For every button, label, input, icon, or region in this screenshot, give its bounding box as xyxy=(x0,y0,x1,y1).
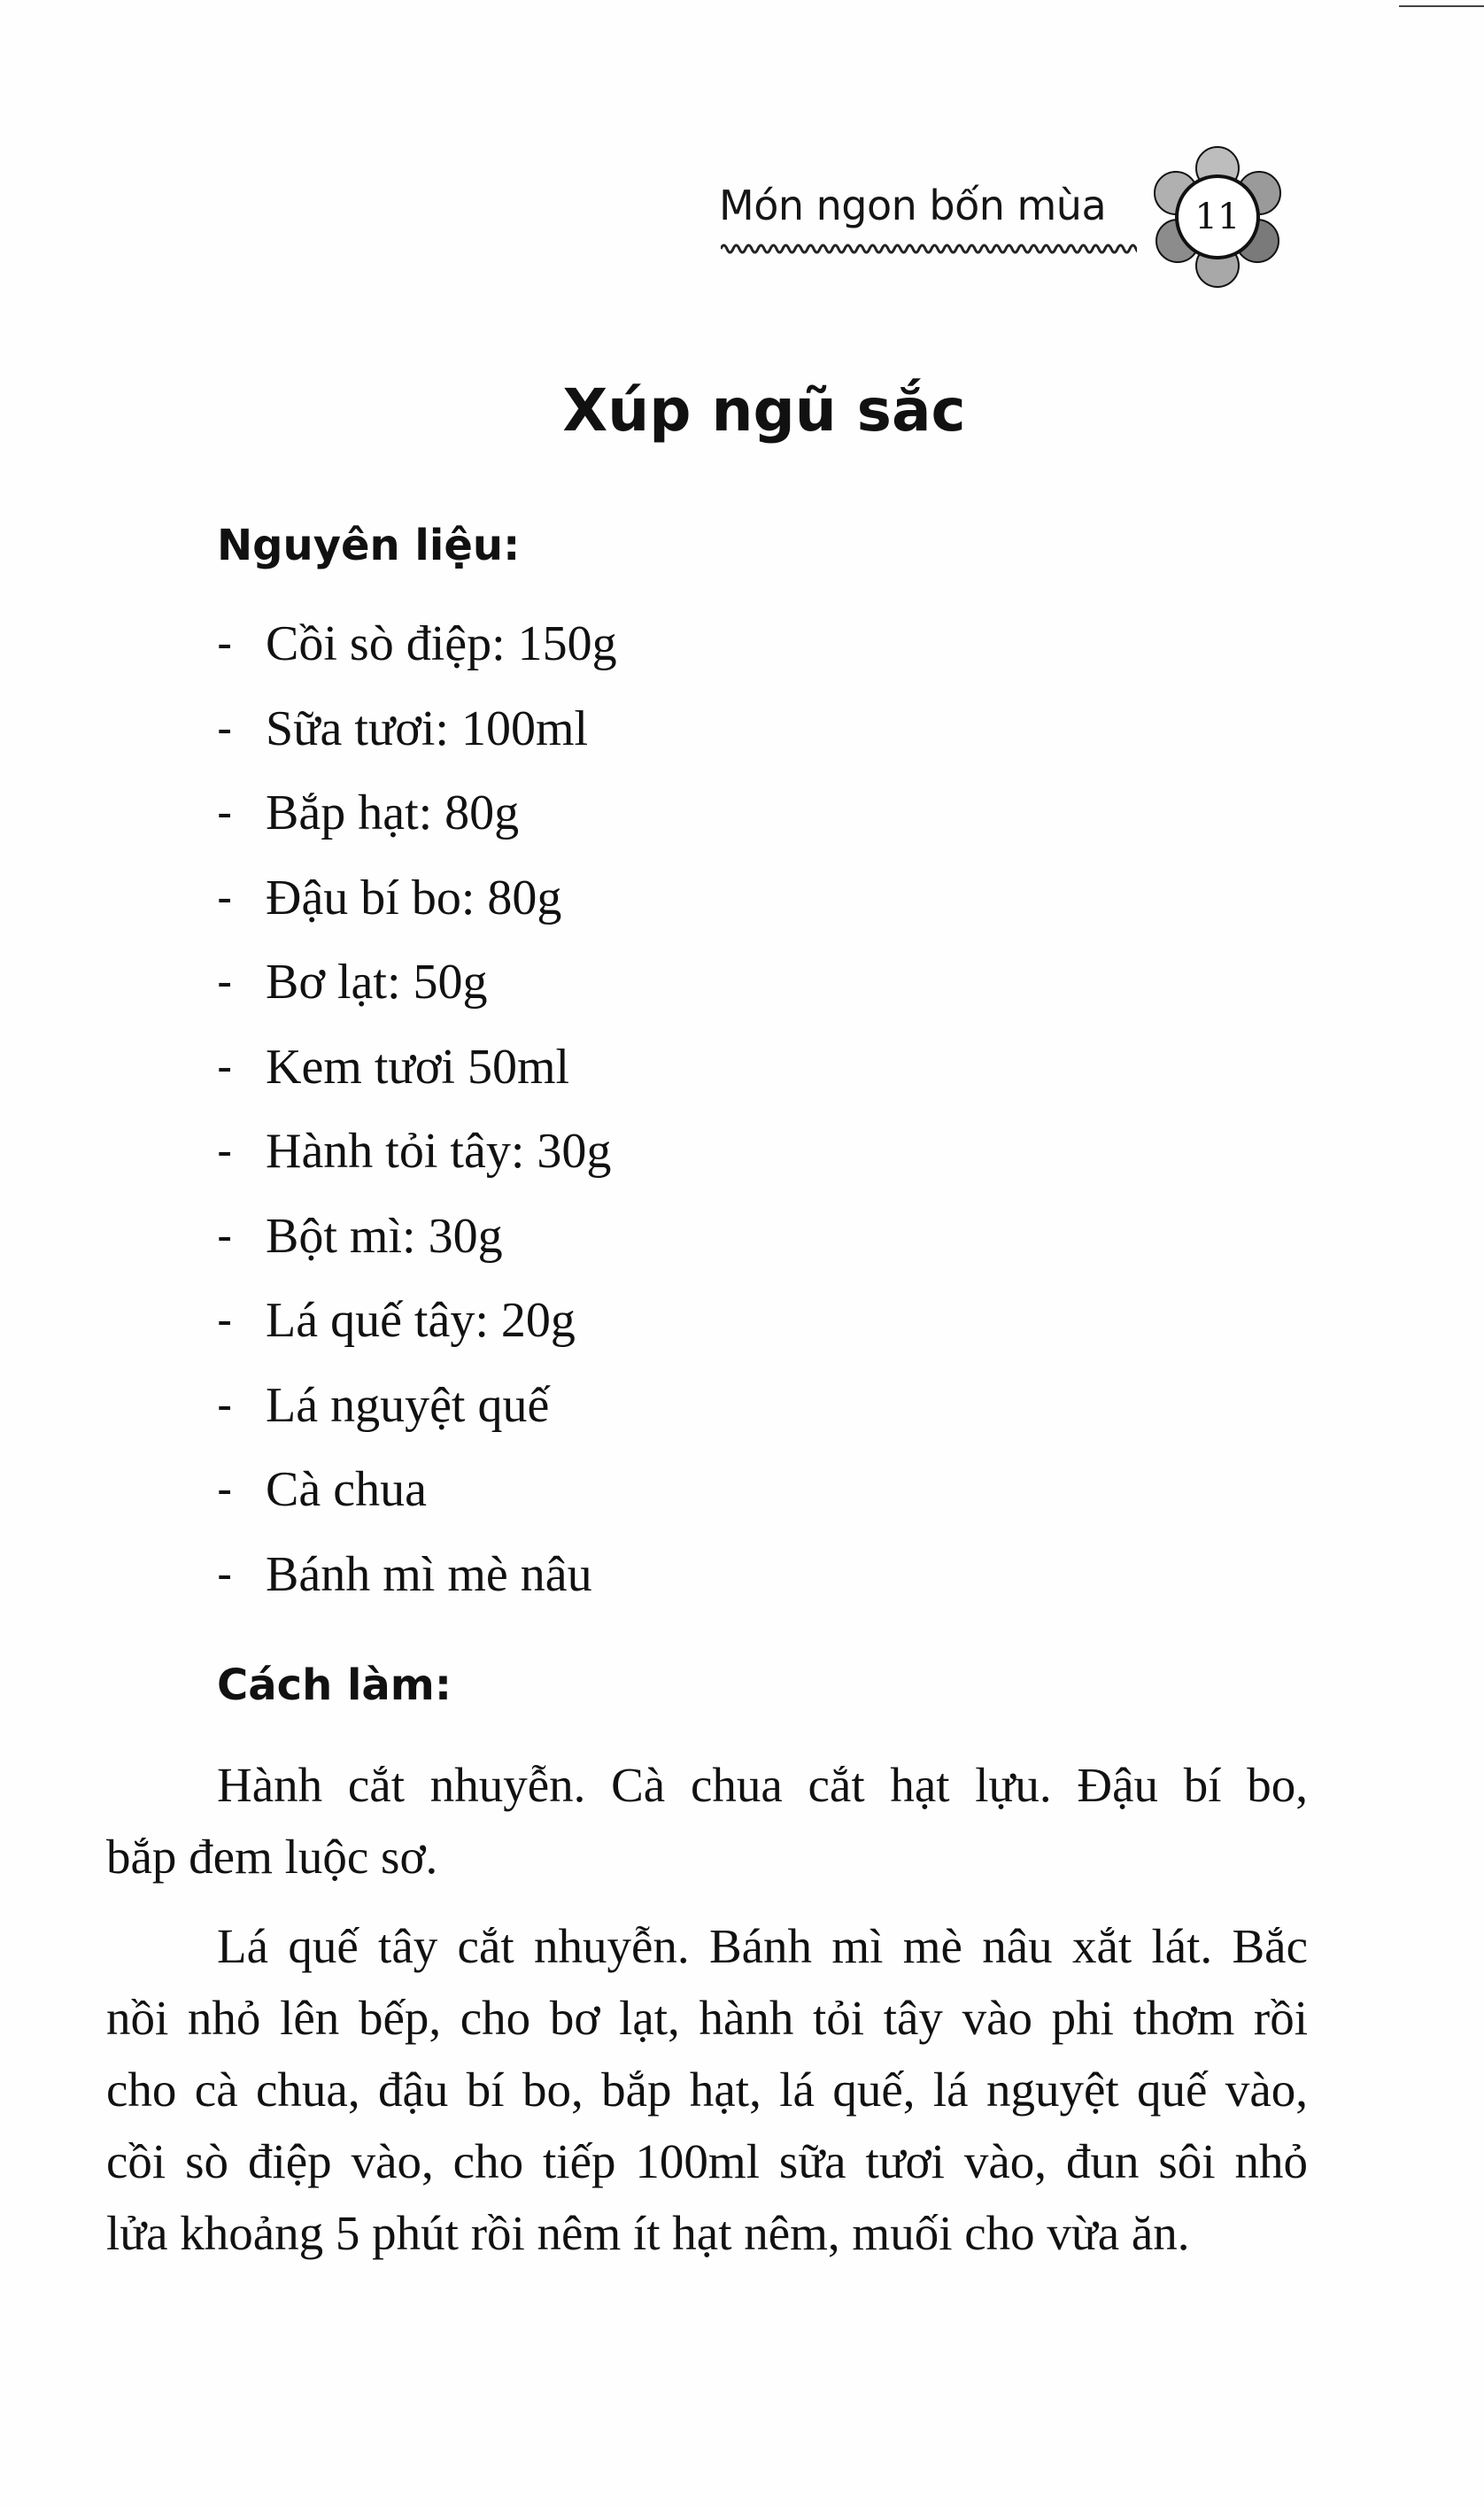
page-edge-line xyxy=(1399,5,1484,7)
method-paragraph xyxy=(106,1910,1308,2269)
ingredient-text: Kem tươi 50ml xyxy=(266,1039,570,1095)
ingredient-item xyxy=(217,1039,617,1124)
list-dash: - xyxy=(217,787,233,839)
ingredient-item xyxy=(217,1377,617,1462)
ingredient-item xyxy=(217,954,617,1039)
ingredient-text: Lá quế tây: 20g xyxy=(266,1293,576,1348)
text-line: cồi sò điệp vào, cho tiếp 100ml sữa tươi vào, đun sôi nhỏ xyxy=(106,2134,1308,2188)
ingredient-item xyxy=(217,1461,617,1546)
method-text xyxy=(106,1749,1308,2287)
running-header-title: Món ngon bốn mùa xyxy=(719,182,1107,229)
recipe-title: Xúp ngũ sắc xyxy=(562,376,966,445)
ingredient-item xyxy=(217,1546,617,1631)
ingredient-text: Bánh mì mè nâu xyxy=(266,1546,592,1602)
text-line: Hành cắt nhuyễn. Cà chua cắt hạt lựu. Đậu bí bo, xyxy=(217,1758,1308,1812)
ingredient-item xyxy=(217,785,617,870)
text-line: lửa khoảng 5 phút rồi nêm ít hạt nêm, muối cho vừa ăn. xyxy=(106,2206,1190,2260)
list-dash: - xyxy=(217,1548,233,1600)
list-dash: - xyxy=(217,1126,233,1177)
ingredient-text: Cà chua xyxy=(266,1462,427,1517)
text-line: cho cà chua, đậu bí bo, bắp hạt, lá quế, lá nguyệt quế vào, xyxy=(106,2063,1308,2117)
method-heading: Cách làm: xyxy=(217,1660,452,1710)
ingredient-list xyxy=(217,615,617,1630)
ingredients-heading: Nguyên liệu: xyxy=(217,521,521,570)
text-line: Lá quế tây cắt nhuyễn. Bánh mì mè nâu xắt lát. Bắc xyxy=(217,1919,1308,1973)
list-dash: - xyxy=(217,702,233,755)
wavy-underline-icon xyxy=(721,239,1137,259)
ingredient-item xyxy=(217,1292,617,1377)
method-paragraph xyxy=(106,1749,1308,1893)
ingredient-item xyxy=(217,701,617,786)
list-dash: - xyxy=(217,1210,233,1262)
ingredient-item xyxy=(217,870,617,955)
ingredient-text: Đậu bí bo: 80g xyxy=(266,870,562,925)
ingredient-text: Bột mì: 30g xyxy=(266,1208,503,1264)
ingredient-text: Hành tỏi tây: 30g xyxy=(266,1124,612,1179)
text-line: bắp đem luộc sơ. xyxy=(106,1830,438,1884)
page-number: 11 xyxy=(1194,197,1241,237)
ingredient-item xyxy=(217,1123,617,1208)
list-dash: - xyxy=(217,871,233,924)
list-dash: - xyxy=(217,956,233,1008)
list-dash: - xyxy=(217,1464,233,1515)
ingredient-text: Cồi sò điệp: 150g xyxy=(266,616,617,671)
list-dash: - xyxy=(217,618,233,670)
ingredient-item xyxy=(217,615,617,701)
ingredient-text: Bơ lạt: 50g xyxy=(266,955,488,1010)
text-line: nồi nhỏ lên bếp, cho bơ lạt, hành tỏi tây vào phi thơm rồi xyxy=(106,1991,1308,2045)
list-dash: - xyxy=(217,1379,233,1431)
list-dash: - xyxy=(217,1295,233,1346)
list-dash: - xyxy=(217,1041,233,1093)
ingredient-text: Lá nguyệt quế xyxy=(266,1377,550,1433)
ingredient-text: Bắp hạt: 80g xyxy=(266,786,520,840)
ingredient-item xyxy=(217,1208,617,1293)
ingredient-text: Sữa tươi: 100ml xyxy=(266,701,589,756)
